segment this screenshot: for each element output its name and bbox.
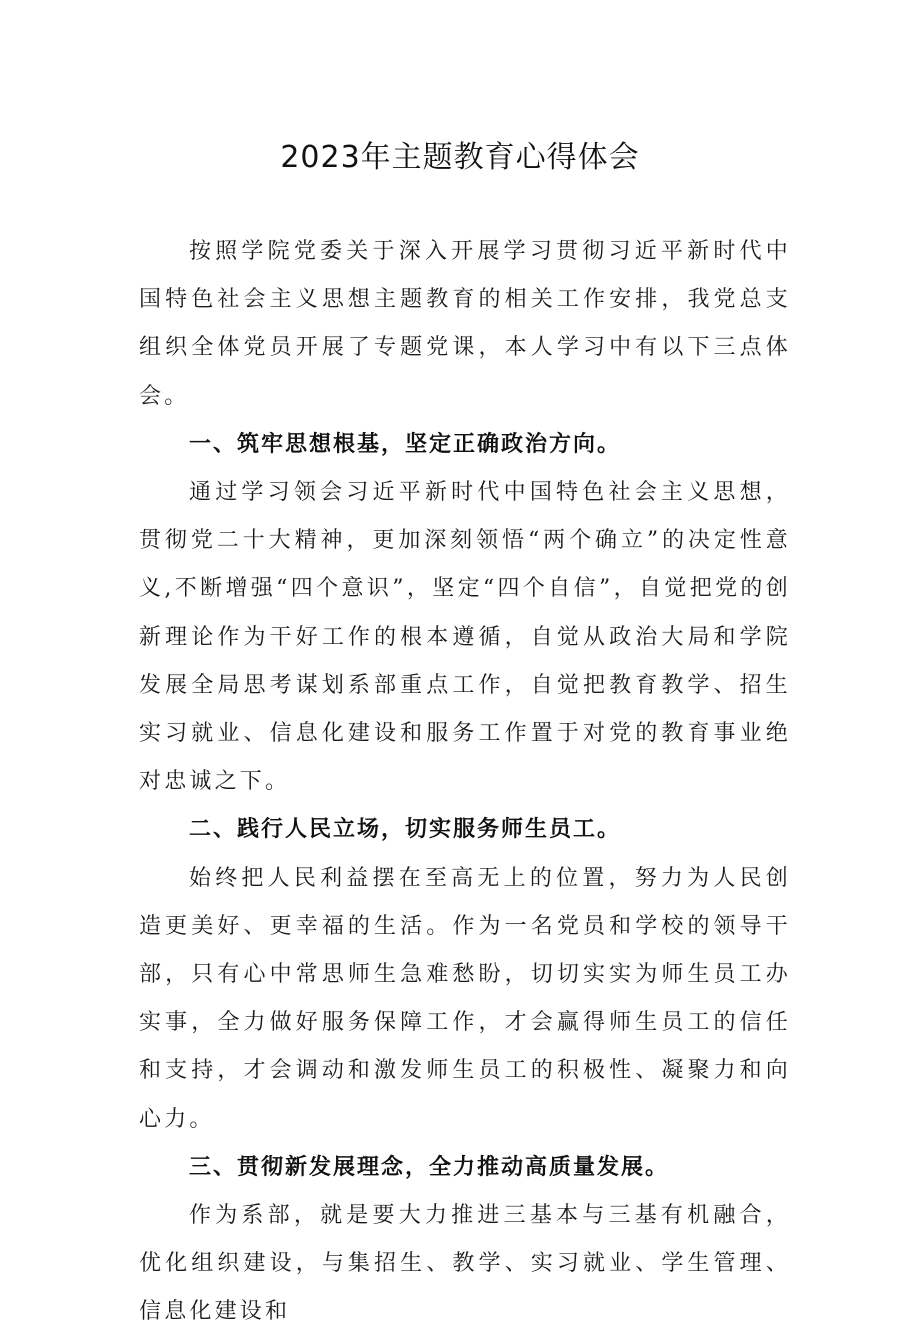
document-body	[139, 228, 791, 1337]
section-2-heading: 二、践行人民立场，切实服务师生员工。	[189, 817, 622, 843]
section-2-paragraph: 始终把人民利益摆在至高无上的位置，努力为人民创造更美好、更幸福的生活。作为一名党员和学校的领导干部，只有心中常思师生急难愁盼，切切实实为师生员工办实事，全力做好服务保障工作，才会赢得师生员工的信任和支持，才会调动和激发师生员工的积极性、凝聚力和向心力。	[139, 865, 791, 1132]
section-1-heading: 一、筑牢思想根基，坚定正确政治方向。	[189, 431, 622, 457]
section-3-heading: 三、贯彻新发展理念，全力推动高质量发展。	[189, 1154, 670, 1180]
document-title: 2023年主题教育心得体会	[280, 140, 640, 175]
intro-paragraph: 按照学院党委关于深入开展学习贯彻习近平新时代中国特色社会主义思想主题教育的相关工作安排，我党总支组织全体党员开展了专题党课，本人学习中有以下三点体会。	[139, 239, 791, 409]
section-1-paragraph: 通过学习领会习近平新时代中国特色社会主义思想，贯彻党二十大精神，更加深刻领悟“两个确立”的决定性意义,不断增强“四个意识”，坚定“四个自信”，自觉把党的创新理论作为干好工作的根本遵循，自觉从政治大局和学院发展全局思考谋划系部重点工作，自觉把教育教学、招生实习就业、信息化建设和服务工作置于对党的教育事业绝对忠诚之下。	[139, 480, 791, 795]
section-3-paragraph: 作为系部，就是要大力推进三基本与三基有机融合，优化组织建设，与集招生、教学、实习就业、学生管理、信息化建设和	[139, 1203, 791, 1325]
